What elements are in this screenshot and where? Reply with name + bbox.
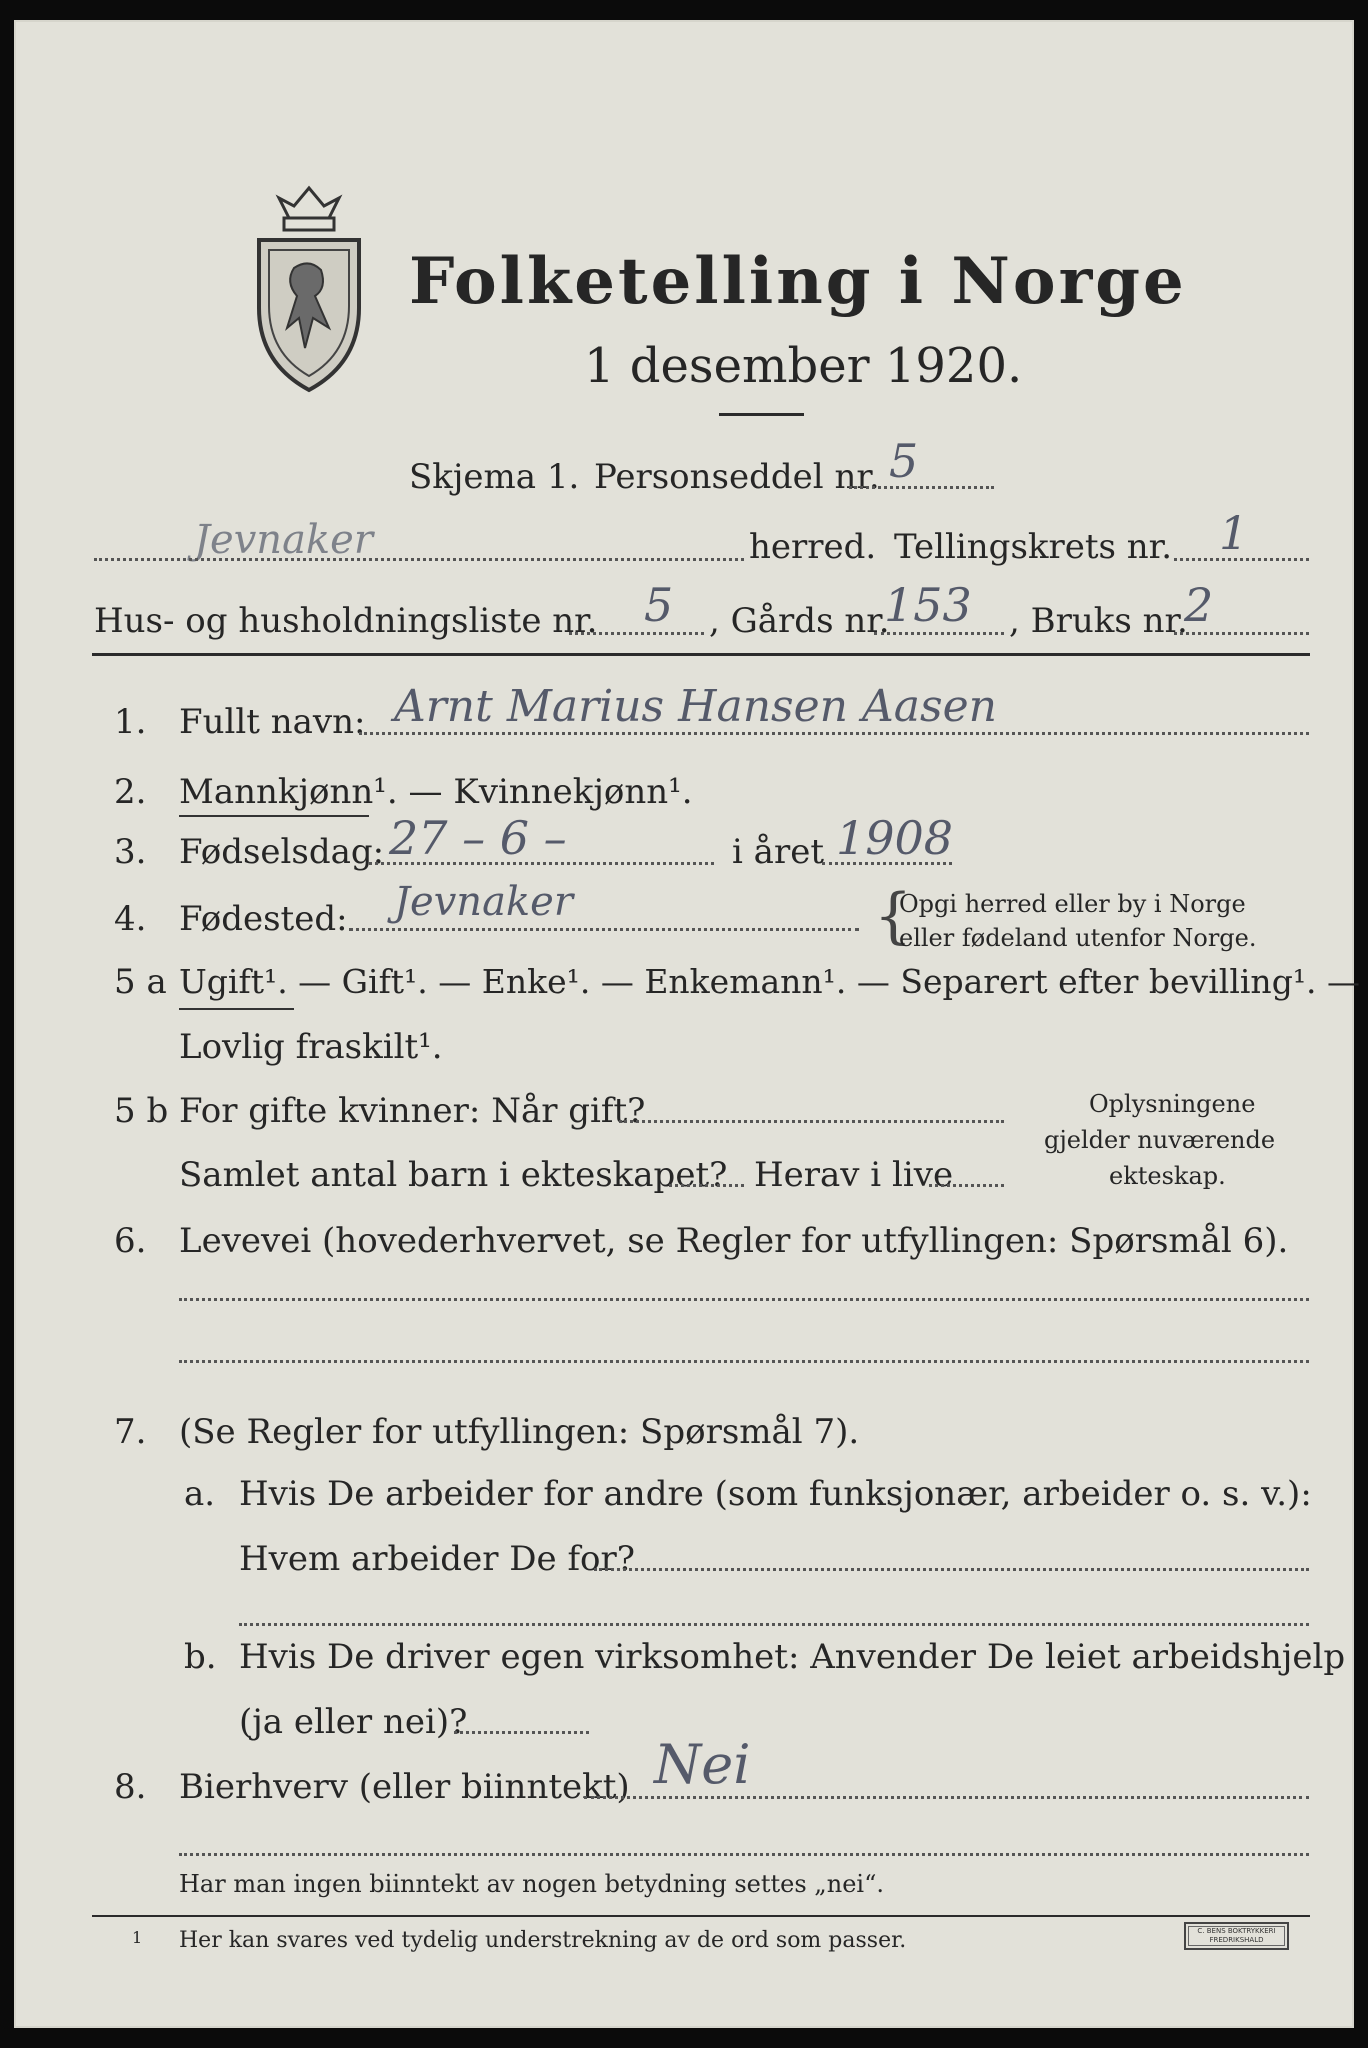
q7a-letter: a.	[184, 1474, 216, 1514]
q5b-children-label: Samlet antal barn i ekteskapet?	[179, 1155, 728, 1195]
footnote-mark: 1	[132, 1928, 143, 1947]
q5b-number: 5 b	[114, 1091, 169, 1131]
q7a-line1	[594, 1568, 1309, 1571]
tellingskrets-line	[1174, 558, 1309, 561]
q8-line2	[179, 1853, 1309, 1856]
q5a-number: 5 a	[114, 962, 167, 1002]
q4-number: 4.	[114, 899, 147, 939]
q5a-marital-options-line2: Lovlig fraskilt¹.	[179, 1027, 443, 1067]
q5b-alive-line	[929, 1184, 1004, 1187]
tellingskrets-value: 1	[1219, 506, 1249, 560]
q7b-letter: b.	[184, 1637, 217, 1677]
personseddel-line	[849, 486, 994, 489]
printer-stamp	[1184, 1922, 1289, 1950]
q7-label: (Se Regler for utfyllingen: Spørsmål 7).	[179, 1412, 860, 1452]
q3-year-line	[822, 862, 952, 865]
q5b-when-married-label: For gifte kvinner: Når gift?	[179, 1091, 646, 1131]
printer-stamp-inner	[1188, 1926, 1285, 1946]
personseddel-label: Personseddel nr.	[594, 457, 880, 497]
q1-full-name-value: Arnt Marius Hansen Aasen	[394, 681, 997, 732]
bruks-line	[1174, 632, 1309, 635]
norwegian-coat-of-arms-icon	[249, 178, 369, 398]
q5b-note-line1: Oplysningene	[1089, 1090, 1256, 1118]
sideincome-note: Har man ingen biinntekt av nogen betydning settes „nei“.	[179, 1870, 884, 1898]
q4-birthplace-value: Jevnaker	[394, 879, 573, 925]
q5b-alive-label: Herav i live	[754, 1155, 954, 1195]
q2-gender-options: Mannkjønn¹. — Kvinnekjønn¹.	[179, 772, 693, 812]
q7b-label-line2: (ja eller nei)?	[239, 1702, 468, 1742]
q2-selected-underline	[179, 815, 369, 817]
q5a-marital-options: Ugift¹. — Gift¹. — Enke¹. — Enkemann¹. — Separert efter bevilling¹. —	[179, 962, 1361, 1001]
q3-birthdate-value: 27 – 6 –	[389, 811, 567, 865]
q7a-label-line1: Hvis De arbeider for andre (som funksjonær, arbeider o. s. v.):	[239, 1474, 1312, 1514]
gards-label: , Gårds nr.	[709, 601, 890, 641]
q1-label: Fullt navn:	[179, 702, 366, 742]
husholdningsliste-line	[569, 632, 704, 635]
q5b-note-line3: ekteskap.	[1109, 1162, 1226, 1190]
header-divider	[92, 653, 1310, 656]
q3-year-value: 1908	[836, 811, 954, 865]
herred-line	[94, 558, 744, 561]
herred-label: herred.	[749, 527, 877, 567]
q7a-line2	[239, 1623, 1309, 1626]
q4-line	[349, 928, 859, 931]
q7a-label-line2: Hvem arbeider De for?	[239, 1539, 635, 1579]
q8-label: Bierhverv (eller biinntekt)	[179, 1767, 630, 1807]
form-title: Folketelling i Norge	[409, 244, 1187, 319]
q2-number: 2.	[114, 772, 147, 812]
gards-line	[874, 632, 1004, 635]
gards-value: 153	[884, 578, 972, 632]
q5a-selected-underline	[179, 1008, 294, 1010]
q7-number: 7.	[114, 1412, 147, 1452]
q3-line	[369, 862, 714, 865]
q8-line1	[584, 1796, 1309, 1799]
q5b-children-line	[669, 1184, 744, 1187]
bruks-label: , Bruks nr.	[1009, 601, 1188, 641]
q6-line2	[179, 1360, 1309, 1363]
personseddel-value: 5	[889, 434, 919, 488]
census-form-sheet	[14, 20, 1361, 2028]
q7b-line	[454, 1731, 589, 1734]
q3-number: 3.	[114, 832, 147, 872]
husholdningsliste-label: Hus- og husholdningsliste nr.	[94, 601, 598, 641]
q8-sideincome-value: Nei	[654, 1733, 751, 1796]
tellingskrets-label: Tellingskrets nr.	[894, 527, 1173, 567]
q3-year-label: i året	[732, 832, 824, 872]
q7b-label-line1: Hvis De driver egen virksomhet: Anvender De leiet arbeidshjelp	[239, 1637, 1346, 1677]
footer-divider	[92, 1915, 1310, 1917]
q4-note-line2: eller fødeland utenfor Norge.	[899, 924, 1257, 952]
schema-label: Skjema 1.	[409, 457, 580, 497]
q6-label: Levevei (hovederhvervet, se Regler for utfyllingen: Spørsmål 6).	[179, 1221, 1289, 1261]
herred-value: Jevnaker	[194, 517, 373, 563]
q4-note-line1: Opgi herred eller by i Norge	[899, 890, 1246, 918]
title-divider	[719, 413, 804, 416]
q1-number: 1.	[114, 702, 147, 742]
husholdningsliste-value: 5	[644, 578, 674, 632]
q6-number: 6.	[114, 1221, 147, 1261]
footnote-text: Her kan svares ved tydelig understrekning av de ord som passer.	[179, 1928, 907, 1953]
q8-number: 8.	[114, 1767, 147, 1807]
bruks-value: 2	[1184, 578, 1214, 632]
q4-label: Fødested:	[179, 899, 348, 939]
q4-brace: {	[874, 881, 913, 951]
q5b-note-line2: gjelder nuværende	[1044, 1126, 1276, 1154]
q3-label: Fødselsdag:	[179, 832, 385, 872]
printer-stamp-text: C. BENS BOKTRYKKERI FREDRIKSHALD	[1197, 1927, 1276, 1944]
q5b-when-married-line	[619, 1120, 1004, 1123]
q6-line1	[179, 1298, 1309, 1301]
q1-line	[359, 732, 1309, 735]
census-date: 1 desember 1920.	[584, 338, 1023, 394]
